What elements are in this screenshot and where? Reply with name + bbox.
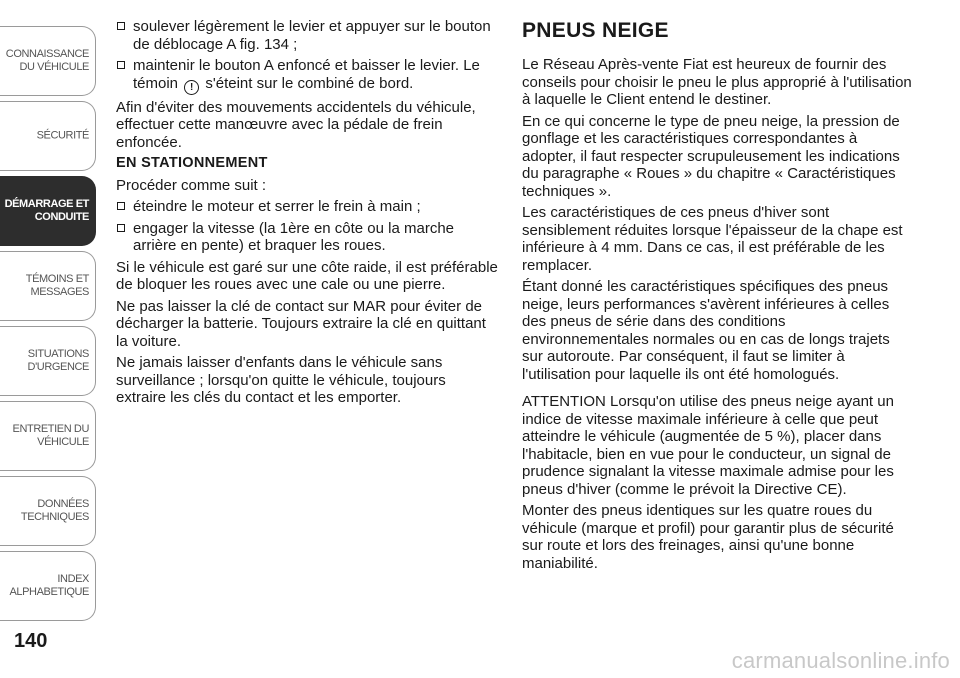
warning-light-icon: ! <box>184 80 199 95</box>
tab-connaissance-du-vehicule[interactable] <box>0 26 96 96</box>
paragraph: Monter des pneus identiques sur les quatre roues du véhicule (marque et profil) pour garantir plus de sécurité sur route et lors des freinages, ainsi qu'une bonne maniabilité. <box>522 502 894 572</box>
paragraph: Les caractéristiques de ces pneus d'hiver sont sensiblement réduites lorsque l'épaisseur de la chape est inférieure à 4 mm. Dans ce cas, il est préférable de les remplacer. <box>522 204 903 274</box>
list-item <box>116 57 498 95</box>
list-item <box>116 220 498 255</box>
paragraph: Le Réseau Après-vente Fiat est heureux de fournir des conseils pour choisir le pneu le plus approprié à l'utilisation à laquelle le Client entend le destiner. <box>522 56 912 108</box>
paragraph: Si le véhicule est garé sur une côte raide, il est préférable de bloquer les roues avec une cale ou une pierre. <box>116 258 498 293</box>
tab-label: SÉCURITÉ <box>36 129 89 142</box>
section-title: PNEUS NEIGE <box>522 19 669 42</box>
page-number: 140 <box>14 630 48 652</box>
right-column <box>522 18 914 576</box>
section-heading: EN STATIONNEMENT <box>116 155 268 171</box>
list-item-text: engager la vitesse (la 1ère en côte ou la marche arrière en pente) et braquer les roues. <box>133 219 455 254</box>
checkbox-bullet-icon <box>117 22 125 30</box>
tab-label: TÉMOINS ET MESSAGES <box>25 273 89 298</box>
paragraph: En ce qui concerne le type de pneu neige, la pression de gonflage et les caractéristiques correspondantes à adopter, il faut respecter scrupuleusement les indications du paragraphe « Roues » du chapitre « Caractéristiques techniques ». <box>522 112 900 200</box>
tab-entretien-du-vehicule[interactable] <box>0 401 96 471</box>
list-item-text: maintenir le bouton A enfoncé et baisser le levier. Le témoin <box>133 57 480 92</box>
tab-label: DÉMARRAGE ET CONDUITE <box>4 198 89 223</box>
left-column <box>116 18 498 411</box>
tab-label: DONNÉES TECHNIQUES <box>20 498 89 523</box>
paragraph: Afin d'éviter des mouvements accidentels du véhicule, effectuer cette manœuvre avec la pédale de frein enfoncée. <box>116 98 476 151</box>
tab-demarrage-et-conduite[interactable] <box>0 176 96 246</box>
paragraph: Étant donné les caractéristiques spécifiques des pneus neige, leurs performances s'avèrent inférieures à celles des pneus de série dans des conditions environnementales normales ou en cas de longs trajets sur autoroute. Par conséquent, il faut se limiter à l'utilisation pour laquelle ils ont été homologués. <box>522 278 890 383</box>
tab-donnees-techniques[interactable] <box>0 476 96 546</box>
tab-situations-durgence[interactable] <box>0 326 96 396</box>
watermark: carmanualsonline.info <box>731 648 950 673</box>
paragraph: Procéder comme suit : <box>116 176 267 194</box>
chapter-sidebar <box>0 0 100 678</box>
tab-label: SITUATIONS D'URGENCE <box>27 348 89 373</box>
checkbox-bullet-icon <box>117 202 125 210</box>
tab-label: INDEX ALPHABETIQUE <box>9 573 89 598</box>
paragraph: Ne pas laisser la clé de contact sur MAR pour éviter de décharger la batterie. Toujours extraire la clé en quittant la voiture. <box>116 297 486 350</box>
list-item-text: éteindre le moteur et serrer le frein à main ; <box>133 198 421 215</box>
list-item-text: soulever légèrement le levier et appuyer sur le bouton de déblocage A fig. 134 ; <box>133 18 491 53</box>
paragraph: Ne jamais laisser d'enfants dans le véhicule sans surveillance ; lorsqu'on quitte le véhicule, toujours extraire les clés du contact et les emporter. <box>116 354 446 406</box>
list-item <box>116 18 498 53</box>
checkbox-bullet-icon <box>117 61 125 69</box>
tab-label: CONNAISSANCE DU VÉHICULE <box>5 48 89 73</box>
list-item <box>116 198 498 216</box>
list-item-text: s'éteint sur le combiné de bord. <box>205 74 414 92</box>
tab-securite[interactable] <box>0 101 96 171</box>
tab-index-alphabetique[interactable] <box>0 551 96 621</box>
tab-temoins-et-messages[interactable] <box>0 251 96 321</box>
checkbox-bullet-icon <box>117 224 125 232</box>
warning-paragraph: ATTENTION Lorsqu'on utilise des pneus neige ayant un indice de vitesse maximale inférieure à celle que peut atteindre le véhicule (augmentée de 5 %), placer dans l'habitacle, bien en vue pour le conducteur, un signal de prudence signalant la vitesse maximale admise pour les pneus d'hiver (comme le prévoit la Directive CE). <box>522 393 894 498</box>
tab-label: ENTRETIEN DU VÉHICULE <box>12 423 89 448</box>
